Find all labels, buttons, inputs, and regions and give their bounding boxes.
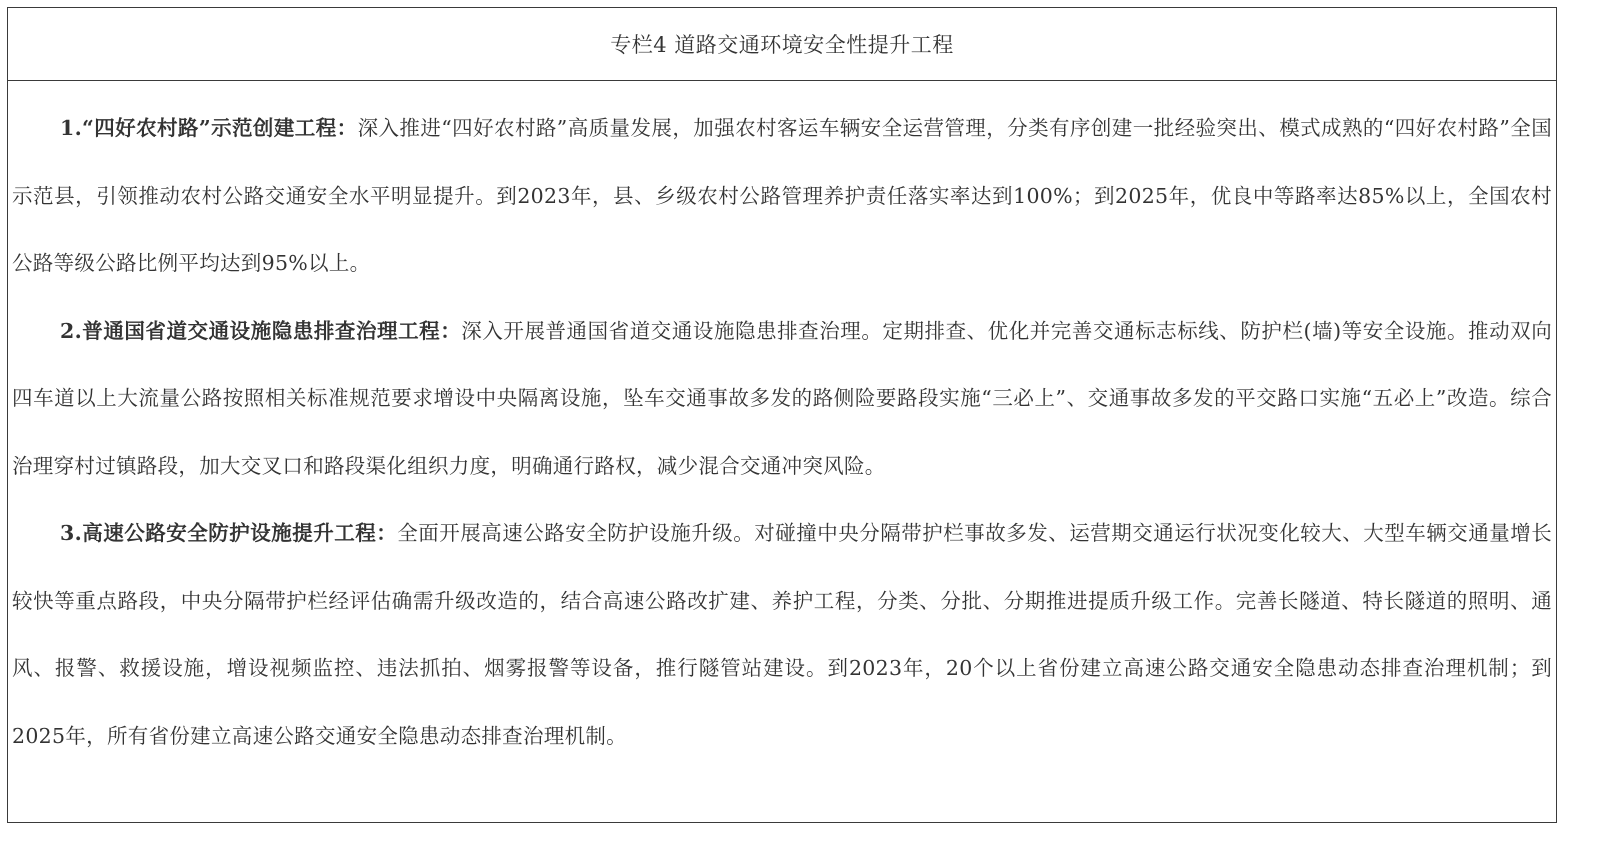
project-heading: 3.高速公路安全防护设施提升工程： (60, 521, 398, 545)
project-text: 深入开展普通国省道交通设施隐患排查治理。定期排查、优化并完善交通标志标线、防护栏(墙)等安全设施。推动双向四车道以上大流量公路按照相关标准规范要求增设中央隔离设施，坠车交通事故多发的路侧险要路段实施“三必上”、交通事故多发的平交路口实施“五必上”改造。综合治理穿村过镇路段，加大交叉口和路段渠化组织力度，明确通行路权，减少混合交通冲突风险。 (12, 318, 1552, 478)
column-body (8, 81, 1556, 770)
project-heading: 2.普通国省道交通设施隐患排查治理工程： (60, 318, 462, 343)
column-title: 专栏4 道路交通环境安全性提升工程 (8, 8, 1556, 81)
project-item-expressway-safety (12, 500, 1552, 770)
project-item-national-provincial-roads (12, 298, 1552, 501)
project-heading: 1.“四好农村路”示范创建工程： (60, 116, 358, 140)
column-panel (7, 7, 1557, 823)
project-text: 深入推进“四好农村路”高质量发展，加强农村客运车辆安全运营管理，分类有序创建一批经验突出、模式成熟的“四好农村路”全国示范县，引领推动农村公路交通安全水平明显提升。到2023年，县、乡级农村公路管理养护责任落实率达到100%；到2025年，优良中等路率达85%以上，全国农村公路等级公路比例平均达到95%以上。 (12, 116, 1552, 275)
project-item-rural-roads (12, 95, 1552, 298)
project-text: 全面开展高速公路安全防护设施升级。对碰撞中央分隔带护栏事故多发、运营期交通运行状况变化较大、大型车辆交通量增长较快等重点路段，中央分隔带护栏经评估确需升级改造的，结合高速公路改扩建、养护工程，分类、分批、分期推进提质升级工作。完善长隧道、特长隧道的照明、通风、报警、救援设施，增设视频监控、违法抓拍、烟雾报警等设备，推行隧管站建设。到2023年，20个以上省份建立高速公路交通安全隐患动态排查治理机制；到2025年，所有省份建立高速公路交通安全隐患动态排查治理机制。 (12, 521, 1552, 748)
